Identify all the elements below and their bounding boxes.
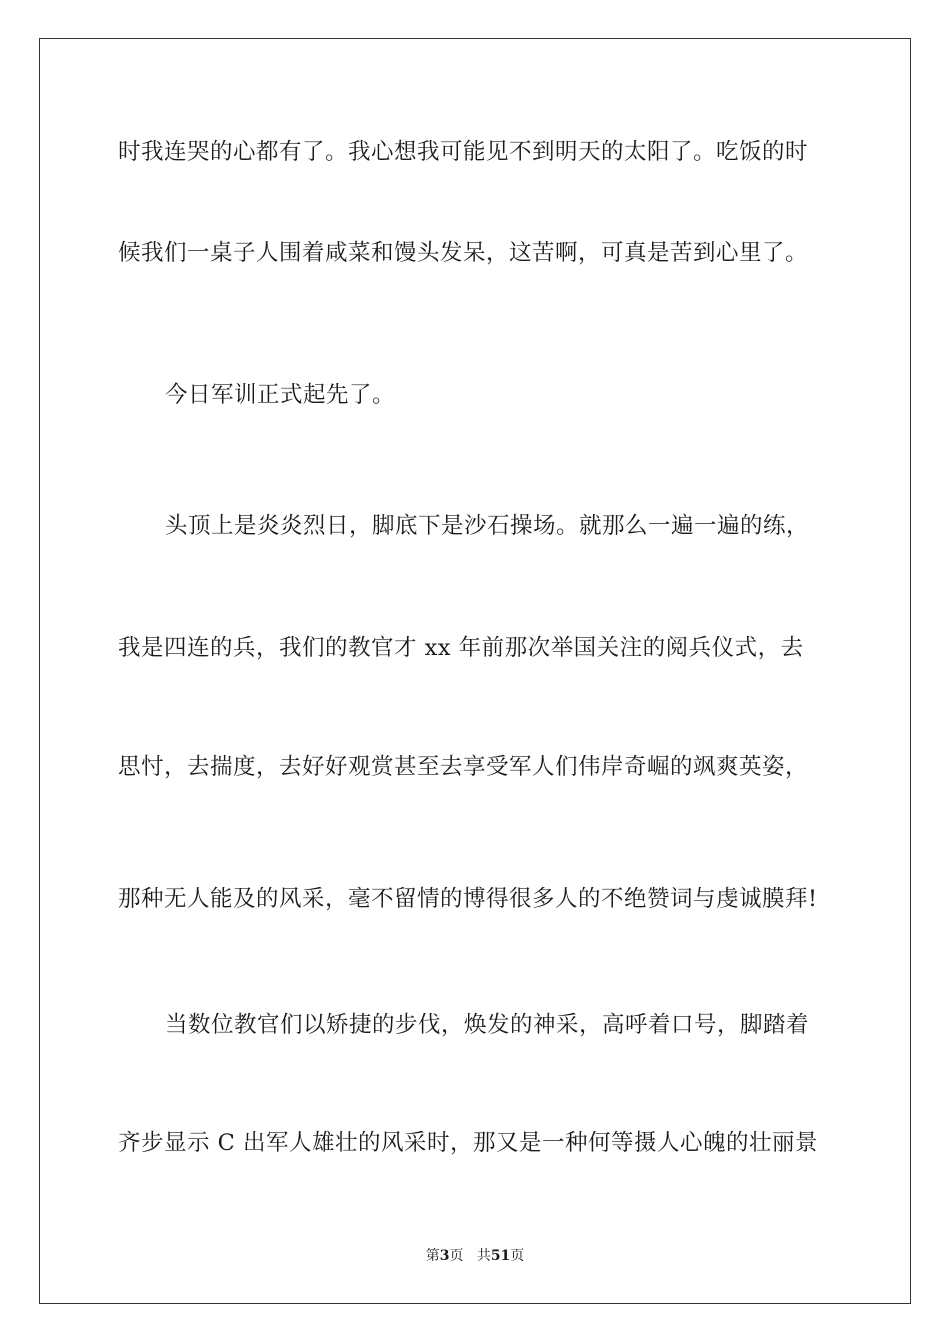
text-line-8: 当数位教官们以矫捷的步伐，焕发的神采，高呼着口号，脚踏着: [165, 1012, 810, 1038]
text-line-6: 思忖，去揣度，去好好观赏甚至去享受军人们伟岸奇崛的飒爽英姿，: [118, 754, 809, 780]
text-line-7: 那种无人能及的风采，毫不留情的博得很多人的不绝赞词与虔诚膜拜!: [118, 886, 818, 912]
text-line-5: 我是四连的兵，我们的教官才 xx 年前那次举国关注的阅兵仪式，去: [118, 635, 804, 661]
text-line-3: 今日军训正式起先了。: [165, 382, 396, 408]
total-prefix: 共: [476, 1248, 491, 1264]
total-suffix: 页: [510, 1248, 525, 1264]
page-number: 3: [439, 1248, 450, 1264]
text-line-1: 时我连哭的心都有了。我心想我可能见不到明天的太阳了。吃饭的时: [118, 139, 809, 165]
text-line-2: 候我们一桌子人围着咸菜和馒头发呆，这苦啊，可真是苦到心里了。: [118, 240, 809, 266]
text-line-9: 齐步显示 C 出军人雄壮的风采时，那又是一种何等摄人心魄的壮丽景: [118, 1130, 819, 1156]
page-border: [39, 38, 911, 1304]
total-pages: 51: [490, 1248, 511, 1264]
text-line-4: 头顶上是炎炎烈日，脚底下是沙石操场。就那么一遍一遍的练，: [165, 513, 810, 539]
page-suffix: 页: [449, 1248, 464, 1264]
page-prefix: 第: [425, 1248, 440, 1264]
page-footer: [0, 1246, 950, 1266]
